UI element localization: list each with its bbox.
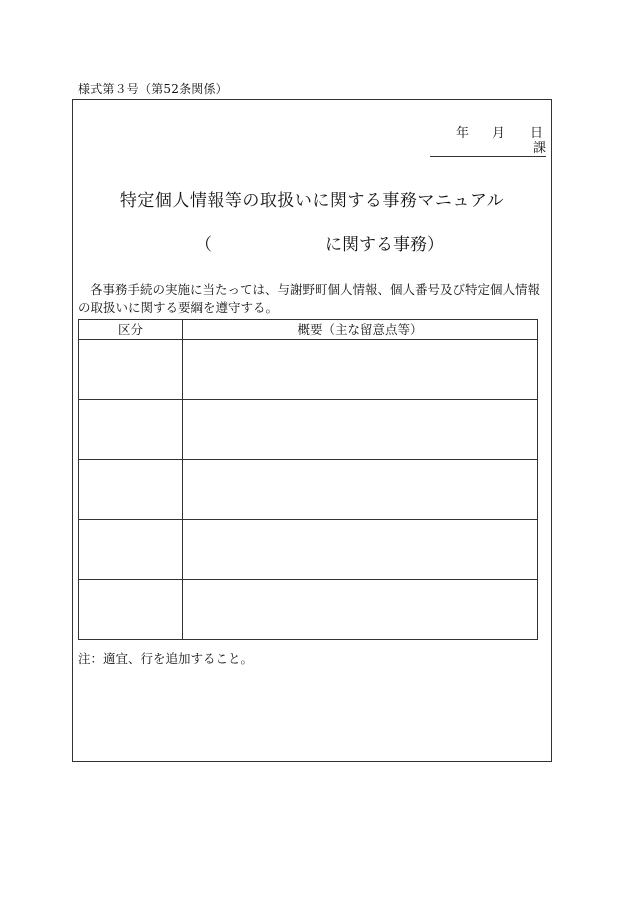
header-category: 区分	[79, 320, 183, 340]
category-cell[interactable]	[79, 580, 183, 640]
date-line	[456, 122, 543, 141]
form-label: 様式第３号（第52条関係）	[78, 82, 228, 96]
subtitle-open-paren: （	[195, 235, 212, 255]
summary-cell[interactable]	[183, 400, 538, 460]
summary-cell[interactable]	[183, 340, 538, 400]
subtitle-suffix: に関する事務）	[325, 235, 444, 255]
table-row	[79, 580, 538, 640]
summary-cell[interactable]	[183, 520, 538, 580]
table-row	[79, 400, 538, 460]
footnote: 注：適宜、行を追加すること。	[78, 651, 254, 666]
document-title: 特定個人情報等の取扱いに関する事務マニュアル	[119, 191, 505, 211]
date-day-label: 日	[530, 126, 544, 141]
table-row	[79, 340, 538, 400]
category-cell[interactable]	[79, 340, 183, 400]
summary-cell[interactable]	[183, 460, 538, 520]
category-cell[interactable]	[79, 520, 183, 580]
table-header-row	[79, 320, 538, 340]
department-field[interactable]	[430, 142, 546, 157]
department-suffix: 課	[532, 141, 546, 156]
instruction-paragraph: 各事務手続の実施に当たっては、与謝野町個人情報、個人番号及び特定個人情報の取扱いに関する要綱を遵守する。	[78, 282, 541, 315]
table-row	[79, 520, 538, 580]
manual-table	[78, 319, 538, 640]
document-subtitle	[195, 230, 444, 255]
summary-cell[interactable]	[183, 580, 538, 640]
table-row	[79, 460, 538, 520]
date-month-label: 月	[492, 126, 506, 141]
date-year-label: 年	[456, 126, 470, 141]
header-summary: 概要（主な留意点等）	[183, 320, 538, 340]
category-cell[interactable]	[79, 400, 183, 460]
category-cell[interactable]	[79, 460, 183, 520]
